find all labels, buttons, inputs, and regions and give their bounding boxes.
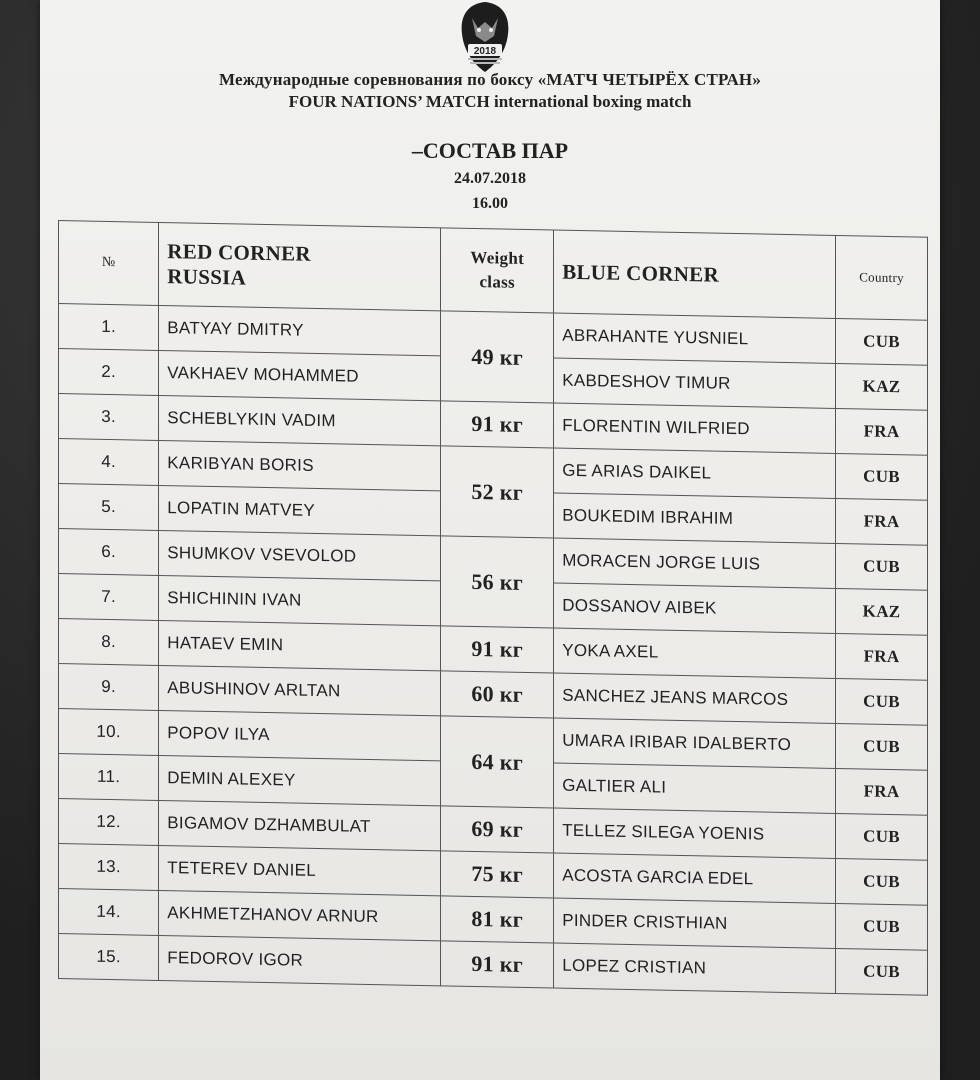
row-number: 13. <box>59 844 159 891</box>
red-corner-boxer: FEDOROV IGOR <box>159 935 441 985</box>
row-number: 11. <box>59 754 159 801</box>
header-weight-line2: class <box>479 272 515 292</box>
blue-corner-boxer: KABDESHOV TIMUR <box>554 358 836 408</box>
country-code: FRA <box>836 498 928 545</box>
blue-corner-boxer: TELLEZ SILEGA YOENIS <box>554 808 836 858</box>
row-number: 9. <box>59 664 159 711</box>
emblem-year: 2018 <box>473 46 497 57</box>
row-number: 14. <box>59 889 159 936</box>
header-russian: Международные соревнования по боксу «МАТЧ ЧЕТЫРЁХ СТРАН» <box>218 70 762 89</box>
weight-class: 91 кг <box>441 626 554 673</box>
header-blue-corner: BLUE CORNER <box>554 230 836 318</box>
pairs-table <box>58 220 928 996</box>
row-number: 1. <box>59 304 159 351</box>
weight-class: 64 кг <box>441 716 554 808</box>
red-corner-boxer: SHICHININ IVAN <box>159 575 441 625</box>
country-code: CUB <box>836 903 928 950</box>
title-date: 24.07.2018 <box>454 170 526 187</box>
title-time: 16.00 <box>472 195 508 212</box>
blue-corner-boxer: UMARA IRIBAR IDALBERTO <box>554 718 836 768</box>
red-corner-boxer: POPOV ILYA <box>159 710 441 760</box>
weight-class: 91 кг <box>441 941 554 988</box>
header-country: Country <box>836 235 928 320</box>
country-code: CUB <box>836 318 928 365</box>
blue-corner-boxer: BOUKEDIM IBRAHIM <box>554 493 836 543</box>
red-corner-boxer: ABUSHINOV ARLTAN <box>159 665 441 715</box>
red-corner-boxer: AKHMETZHANOV ARNUR <box>159 890 441 940</box>
red-corner-boxer: DEMIN ALEXEY <box>159 755 441 805</box>
row-number: 10. <box>59 709 159 756</box>
weight-class: 52 кг <box>441 446 554 538</box>
red-corner-boxer: LOPATIN MATVEY <box>159 485 441 535</box>
country-code: CUB <box>836 453 928 500</box>
blue-corner-boxer: PINDER CRISTHIAN <box>554 898 836 948</box>
header-english: FOUR NATIONS’ MATCH international boxing match <box>288 92 692 111</box>
country-code: KAZ <box>836 588 928 635</box>
country-code: CUB <box>836 543 928 590</box>
blue-corner-boxer: LOPEZ CRISTIAN <box>554 943 836 993</box>
header-red-line1: RED CORNER <box>167 239 311 266</box>
country-code: FRA <box>836 408 928 455</box>
blue-corner-boxer: YOKA AXEL <box>554 628 836 678</box>
row-number: 8. <box>59 619 159 666</box>
weight-class: 49 кг <box>441 311 554 403</box>
red-corner-boxer: BIGAMOV DZHAMBULAT <box>159 800 441 850</box>
row-number: 4. <box>59 439 159 486</box>
blue-corner-boxer: ACOSTA GARCIA EDEL <box>554 853 836 903</box>
red-corner-boxer: KARIBYAN BORIS <box>159 440 441 490</box>
red-corner-boxer: TETEREV DANIEL <box>159 845 441 895</box>
document-header <box>40 70 940 112</box>
row-number: 7. <box>59 574 159 621</box>
blue-corner-boxer: GE ARIAS DAIKEL <box>554 448 836 498</box>
row-number: 3. <box>59 394 159 441</box>
header-weight-line1: Weight <box>470 247 525 268</box>
red-corner-boxer: BATYAY DMITRY <box>159 305 441 355</box>
weight-class: 81 кг <box>441 896 554 943</box>
row-number: 5. <box>59 484 159 531</box>
blue-corner-boxer: GALTIER ALI <box>554 763 836 813</box>
row-number: 2. <box>59 349 159 396</box>
country-code: CUB <box>836 723 928 770</box>
weight-class: 91 кг <box>441 401 554 448</box>
country-code: CUB <box>836 813 928 860</box>
title-main: –СОСТАВ ПАР <box>411 138 569 163</box>
row-number: 15. <box>59 934 159 981</box>
weight-class: 60 кг <box>441 671 554 718</box>
row-number: 6. <box>59 529 159 576</box>
document-title-block <box>40 138 940 214</box>
blue-corner-boxer: SANCHEZ JEANS MARCOS <box>554 673 836 723</box>
blue-corner-boxer: ABRAHANTE YUSNIEL <box>554 313 836 363</box>
header-red-line2: RUSSIA <box>167 264 247 290</box>
header-number: № <box>59 221 159 306</box>
country-code: KAZ <box>836 363 928 410</box>
blue-corner-boxer: FLORENTIN WILFRIED <box>554 403 836 453</box>
red-corner-boxer: SHUMKOV VSEVOLOD <box>159 530 441 580</box>
tiger-emblem-icon <box>454 0 516 74</box>
red-corner-boxer: SCHEBLYKIN VADIM <box>159 395 441 445</box>
country-code: CUB <box>836 948 928 995</box>
weight-class: 69 кг <box>441 806 554 853</box>
red-corner-boxer: VAKHAEV MOHAMMED <box>159 350 441 400</box>
row-number: 12. <box>59 799 159 846</box>
country-code: CUB <box>836 858 928 905</box>
country-code: FRA <box>836 633 928 680</box>
blue-corner-boxer: DOSSANOV AIBEK <box>554 583 836 633</box>
country-code: CUB <box>836 678 928 725</box>
header-red-corner <box>159 222 441 310</box>
red-corner-boxer: HATAEV EMIN <box>159 620 441 670</box>
blue-corner-boxer: MORACEN JORGE LUIS <box>554 538 836 588</box>
weight-class: 56 кг <box>441 536 554 628</box>
document-sheet <box>40 0 940 1080</box>
header-weight-class <box>441 228 554 313</box>
weight-class: 75 кг <box>441 851 554 898</box>
country-code: FRA <box>836 768 928 815</box>
